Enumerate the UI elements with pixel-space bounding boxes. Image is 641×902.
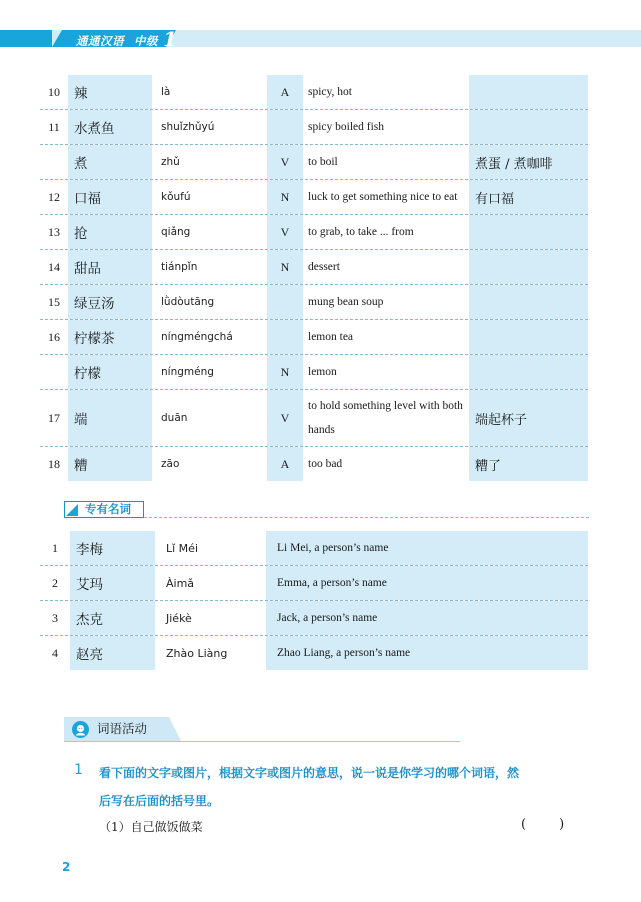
- vocab-pinyin: qiǎng: [161, 226, 191, 238]
- vocab-english: lemon tea: [308, 331, 354, 343]
- noun-english: Li Mei, a person’s name: [266, 531, 588, 565]
- vocab-pos: N: [267, 355, 303, 389]
- noun-num: 1: [52, 540, 58, 555]
- vocab-english: too bad: [308, 458, 343, 470]
- vocab-example: [469, 215, 588, 249]
- noun-num: 4: [52, 645, 58, 660]
- header-tab-left: [0, 30, 52, 47]
- level-number: 1: [163, 27, 178, 51]
- vocab-pos: V: [267, 145, 303, 179]
- vocab-num: 10: [48, 84, 60, 99]
- vocab-num: 15: [48, 294, 60, 309]
- vocab-hanzi: 抢: [68, 215, 152, 249]
- book-title: [76, 27, 178, 51]
- exercise-item-1: （1）自己做饭做菜: [99, 820, 203, 834]
- vocab-hanzi: 甜品: [68, 250, 152, 284]
- answer-blank[interactable]: ( ): [521, 817, 565, 832]
- noun-pinyin: Jiékè: [166, 611, 192, 625]
- vocab-pos: [267, 110, 303, 144]
- question-text-line1: 看下面的文字或图片，根据文字或图片的意思，说一说是你学习的哪个词语，然: [99, 766, 520, 780]
- vocab-english: dessert: [308, 261, 340, 273]
- vocab-english: lemon: [308, 366, 337, 378]
- vocab-pinyin: níngméng: [161, 366, 214, 378]
- vocab-example: [469, 285, 588, 319]
- vocab-num: [40, 355, 68, 389]
- vocab-pinyin: zhǔ: [161, 156, 180, 168]
- noun-pinyin: Àimǎ: [166, 576, 195, 590]
- vocab-pos: A: [267, 447, 303, 481]
- vocab-hanzi: 端: [68, 390, 152, 446]
- vocab-pinyin: shuǐzhǔyú: [161, 121, 215, 133]
- vocab-example: [469, 250, 588, 284]
- vocab-hanzi: 煮: [68, 145, 152, 179]
- heading-divider: [144, 517, 589, 518]
- vocab-pinyin: tiánpǐn: [161, 261, 198, 273]
- series-name: 通通汉语: [76, 34, 124, 48]
- vocab-example: [469, 110, 588, 144]
- page-number: 2: [62, 860, 71, 874]
- noun-english: Emma, a person’s name: [266, 566, 588, 600]
- vocab-pos: N: [267, 250, 303, 284]
- activity-title: 词语活动: [97, 721, 148, 736]
- vocab-english: mung bean soup: [308, 296, 384, 308]
- vocab-pos: A: [267, 75, 303, 109]
- vocab-example: 煮蛋 / 煮咖啡: [469, 145, 588, 179]
- vocab-num: 18: [48, 456, 60, 471]
- vocab-num: 14: [48, 259, 60, 274]
- vocab-pos: V: [267, 215, 303, 249]
- proper-nouns-heading: 专有名词: [85, 502, 131, 516]
- vocab-hanzi: 水煮鱼: [68, 110, 152, 144]
- noun-hanzi: 艾玛: [70, 566, 155, 600]
- vocab-example: 糟了: [469, 447, 588, 481]
- vocab-english: spicy boiled fish: [308, 121, 385, 133]
- vocab-pinyin: zāo: [161, 458, 180, 470]
- vocab-num: 13: [48, 224, 60, 239]
- triangle-icon: [66, 504, 78, 516]
- vocab-example: [469, 355, 588, 389]
- vocab-english: to boil: [308, 156, 338, 168]
- vocab-hanzi: 柠檬茶: [68, 320, 152, 354]
- noun-hanzi: 赵亮: [70, 636, 155, 670]
- vocab-example: [469, 75, 588, 109]
- vocab-hanzi: 绿豆汤: [68, 285, 152, 319]
- vocab-num: 11: [48, 119, 60, 134]
- vocab-pinyin: níngméngchá: [161, 331, 233, 343]
- vocab-num: [40, 145, 68, 179]
- vocab-pos: [267, 320, 303, 354]
- question-number: 1: [74, 762, 83, 778]
- vocab-english: to hold something level with both hands: [308, 400, 463, 436]
- vocab-pos: V: [267, 390, 303, 446]
- vocab-num: 12: [48, 189, 60, 204]
- vocab-pinyin: duān: [161, 412, 188, 424]
- vocab-english: to grab, to take ... from: [308, 226, 414, 238]
- question-text-line2: 后写在后面的括号里。: [99, 794, 220, 808]
- noun-english: Jack, a person’s name: [266, 601, 588, 635]
- vocab-pinyin: kǒufú: [161, 191, 191, 203]
- level-label: 中级: [134, 34, 158, 48]
- vocab-hanzi: 柠檬: [68, 355, 152, 389]
- vocab-num: 16: [48, 329, 60, 344]
- vocab-hanzi: 辣: [68, 75, 152, 109]
- activity-divider: [64, 741, 460, 742]
- vocab-english: luck to get something nice to eat: [308, 191, 458, 203]
- noun-english: Zhao Liang, a person’s name: [266, 636, 588, 670]
- noun-num: 3: [52, 610, 58, 625]
- vocab-pos: [267, 285, 303, 319]
- vocab-pinyin: lǜdòutāng: [161, 296, 215, 308]
- noun-hanzi: 李梅: [70, 531, 155, 565]
- vocab-hanzi: 口福: [68, 180, 152, 214]
- vocab-hanzi: 糟: [68, 447, 152, 481]
- vocab-example: 端起杯子: [469, 390, 588, 446]
- vocab-pinyin: là: [161, 86, 171, 98]
- vocab-num: 17: [48, 410, 60, 425]
- noun-hanzi: 杰克: [70, 601, 155, 635]
- noun-num: 2: [52, 575, 58, 590]
- vocab-pos: N: [267, 180, 303, 214]
- face-icon: [72, 721, 89, 738]
- vocab-example: [469, 320, 588, 354]
- noun-pinyin: Lǐ Méi: [166, 541, 198, 555]
- noun-pinyin: Zhào Liàng: [166, 646, 228, 660]
- vocab-english: spicy, hot: [308, 86, 352, 98]
- vocab-example: 有口福: [469, 180, 588, 214]
